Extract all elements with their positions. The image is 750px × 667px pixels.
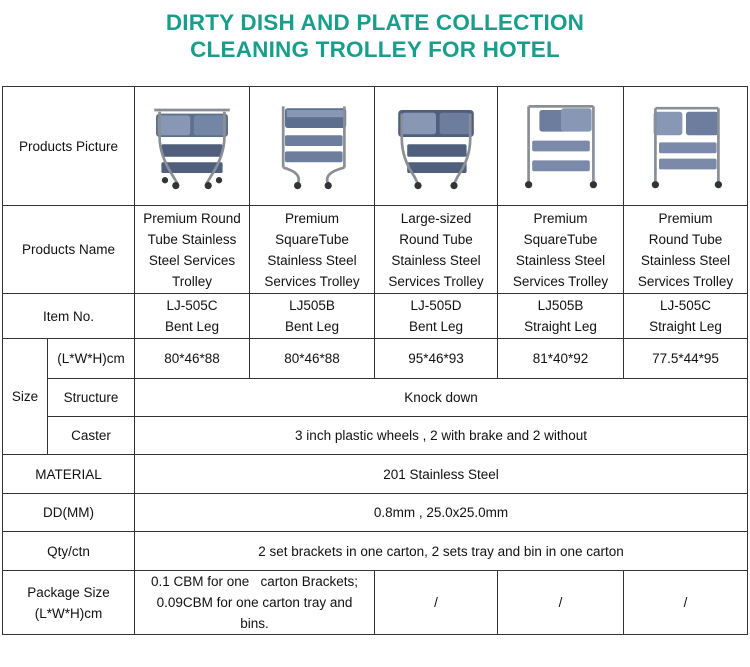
caster-value: 3 inch plastic wheels , 2 with brake and 2 without xyxy=(135,417,748,455)
item-code: LJ-505C xyxy=(660,298,712,313)
dd-value: 0.8mm , 25.0x25.0mm xyxy=(135,494,748,532)
name-line: Services Trolley xyxy=(637,273,734,289)
item-leg: Bent Leg xyxy=(284,319,340,334)
package-value: / xyxy=(375,571,498,635)
package-line: 0.09CBM for one carton tray and xyxy=(156,595,353,610)
row-label-material: MATERIAL xyxy=(3,455,135,494)
package-value-first xyxy=(135,571,375,635)
trolley-square-straight-icon xyxy=(515,101,607,191)
dd-row xyxy=(3,494,748,532)
row-label-dd: DD(MM) xyxy=(3,494,135,532)
row-label-name: Products Name xyxy=(3,206,135,294)
name-line: Services Trolley xyxy=(512,273,609,289)
item-no-cell xyxy=(498,294,624,339)
item-code: LJ505B xyxy=(537,298,584,313)
name-line: Premium xyxy=(658,210,713,226)
name-line: Round Tube xyxy=(399,231,473,247)
package-value: / xyxy=(498,571,624,635)
qty-value: 2 set brackets in one carton, 2 sets tray and bin in one carton xyxy=(135,532,748,571)
row-label-dims: (L*W*H)cm xyxy=(48,339,135,379)
row-label-qty: Qty/ctn xyxy=(3,532,135,571)
name-line: Premium xyxy=(533,210,588,226)
name-line: Tube Stainless xyxy=(147,231,237,247)
item-leg: Bent Leg xyxy=(164,319,220,334)
trolley-round-bent-icon xyxy=(146,101,238,191)
page-title-line-2: CLEANING TROLLEY FOR HOTEL xyxy=(190,37,560,62)
name-line: Services Trolley xyxy=(388,273,484,289)
package-line: 0.1 CBM for one carton Brackets; xyxy=(150,574,359,589)
row-label-picture: Products Picture xyxy=(3,87,135,206)
name-line: Round Tube xyxy=(648,231,723,247)
row-label-package xyxy=(3,571,135,635)
product-picture-cell xyxy=(624,87,748,206)
dims-cell: 80*46*88 xyxy=(135,339,250,379)
dims-cell: 95*46*93 xyxy=(375,339,498,379)
product-picture-cell xyxy=(498,87,624,206)
dims-cell: 80*46*88 xyxy=(250,339,375,379)
structure-value: Knock down xyxy=(135,379,748,417)
name-line: Premium Round xyxy=(143,210,241,226)
item-code: LJ-505D xyxy=(410,298,462,313)
item-no-cell xyxy=(135,294,250,339)
trolley-round-straight-icon xyxy=(640,101,732,191)
item-no-row xyxy=(3,294,748,339)
page-title-line-1: DIRTY DISH AND PLATE COLLECTION xyxy=(165,10,585,35)
product-name-cell xyxy=(135,206,250,294)
dims-row xyxy=(3,339,748,379)
material-value: 201 Stainless Steel xyxy=(135,455,748,494)
name-line: Premium xyxy=(285,210,340,226)
item-code: LJ505B xyxy=(289,298,335,313)
material-row xyxy=(3,455,748,494)
name-line: SquareTube xyxy=(523,231,598,247)
qty-row xyxy=(3,532,748,571)
package-label-line: (L*W*H)cm xyxy=(34,605,103,621)
product-picture-cell xyxy=(250,87,375,206)
trolley-square-bent-icon xyxy=(266,101,358,191)
item-leg: Bent Leg xyxy=(408,319,464,334)
product-picture-cell xyxy=(135,87,250,206)
products-picture-row xyxy=(3,87,748,206)
products-name-row xyxy=(3,206,748,294)
item-no-cell xyxy=(624,294,748,339)
package-value: / xyxy=(624,571,748,635)
product-name-cell xyxy=(498,206,624,294)
product-picture-cell xyxy=(375,87,498,206)
item-no-cell xyxy=(375,294,498,339)
dims-cell: 77.5*44*95 xyxy=(624,339,748,379)
row-label-item-no: Item No. xyxy=(3,294,135,339)
name-line: Stainless Steel xyxy=(391,252,481,268)
name-line: Stainless Steel xyxy=(515,252,606,268)
name-line: Steel Services xyxy=(148,252,236,268)
spec-table xyxy=(2,86,748,635)
product-name-cell xyxy=(375,206,498,294)
trolley-large-round-icon xyxy=(390,101,482,191)
product-name-cell xyxy=(624,206,748,294)
name-line: Stainless Steel xyxy=(640,252,731,268)
row-label-size: Size xyxy=(3,339,48,455)
name-line: Large-sized xyxy=(400,210,472,226)
item-code: LJ-505C xyxy=(166,298,218,313)
structure-row xyxy=(3,379,748,417)
item-leg: Straight Leg xyxy=(649,319,722,334)
name-line: Stainless Steel xyxy=(267,252,357,268)
dims-cell: 81*40*92 xyxy=(498,339,624,379)
name-line: Trolley xyxy=(172,273,213,289)
item-no-cell xyxy=(250,294,375,339)
package-line: bins. xyxy=(240,616,269,631)
product-name-cell xyxy=(250,206,375,294)
package-row xyxy=(3,571,748,635)
row-label-caster: Caster xyxy=(48,417,135,455)
name-line: Services Trolley xyxy=(264,273,360,289)
name-line: SquareTube xyxy=(275,231,349,247)
package-label-line: Package Size xyxy=(27,584,110,600)
caster-row xyxy=(3,417,748,455)
row-label-structure: Structure xyxy=(48,379,135,417)
item-leg: Straight Leg xyxy=(524,319,597,334)
